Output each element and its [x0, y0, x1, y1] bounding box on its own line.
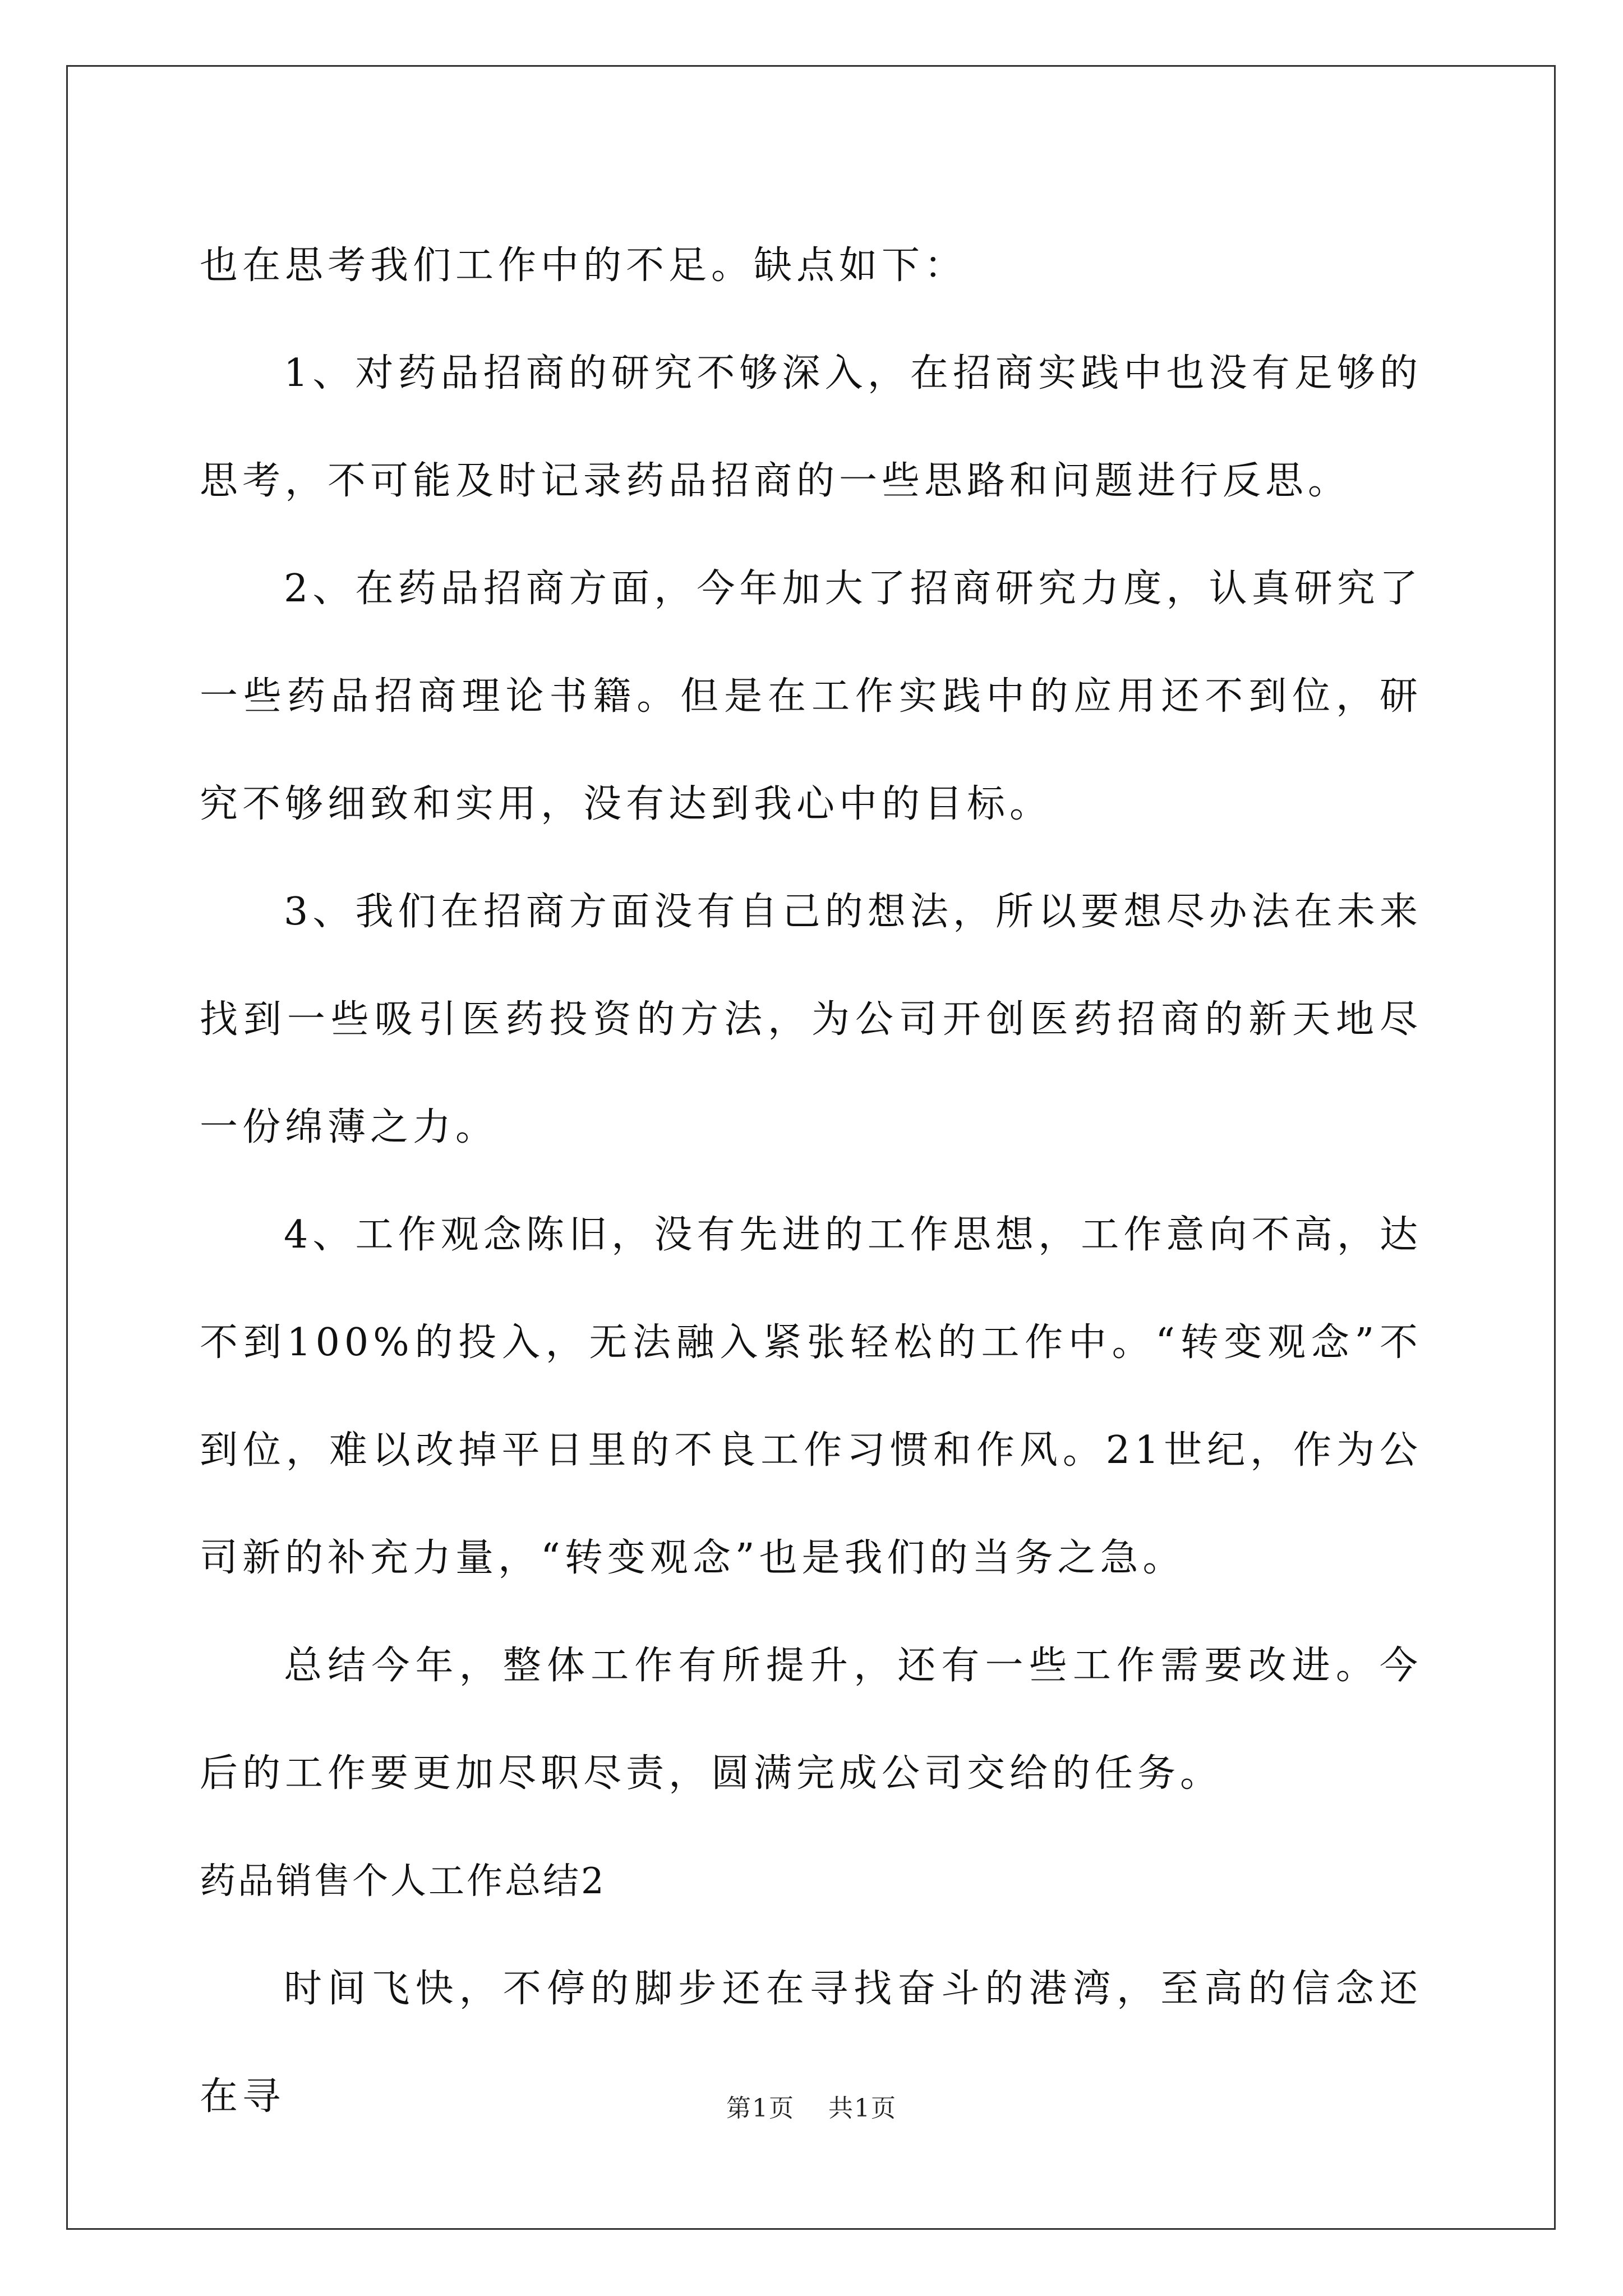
page-footer	[0, 2088, 1623, 2124]
page-number: 第1页	[726, 2094, 795, 2123]
paragraph-item-4: 4、工作观念陈旧，没有先进的工作思想，工作意向不高，达不到100%的投入，无法融入紧张轻松的工作中。“转变观念”不到位，难以改掉平日里的不良工作习惯和作风。21世纪，作为公司新的补充力量，“转变观念”也是我们的当务之急。	[200, 1213, 1422, 1580]
paragraph-item-1: 1、对药品招商的研究不够深入，在招商实践中也没有足够的思考，不可能及时记录药品招商的一些思路和问题进行反思。	[200, 351, 1422, 503]
paragraph-item-3: 3、我们在招商方面没有自己的想法，所以要想尽办法在未来找到一些吸引医药投资的方法，为公司开创医药招商的新天地尽一份绵薄之力。	[200, 890, 1422, 1149]
paragraph-item-2: 2、在药品招商方面，今年加大了招商研究力度，认真研究了一些药品招商理论书籍。但是在工作实践中的应用还不到位，研究不够细致和实用，没有达到我心中的目标。	[200, 567, 1422, 826]
paragraph-summary: 总结今年，整体工作有所提升，还有一些工作需要改进。今后的工作要更加尽职尽责，圆满完成公司交给的任务。	[200, 1644, 1422, 1796]
paragraph-section-2-start: 时间飞快，不停的脚步还在寻找奋斗的港湾，至高的信念还在寻	[200, 1967, 1422, 2119]
document-body	[200, 212, 1422, 2151]
section-heading: 药品销售个人工作总结2	[200, 1861, 606, 1902]
page-total: 共1页	[828, 2094, 897, 2123]
paragraph-intro: 也在思考我们工作中的不足。缺点如下：	[200, 243, 967, 288]
